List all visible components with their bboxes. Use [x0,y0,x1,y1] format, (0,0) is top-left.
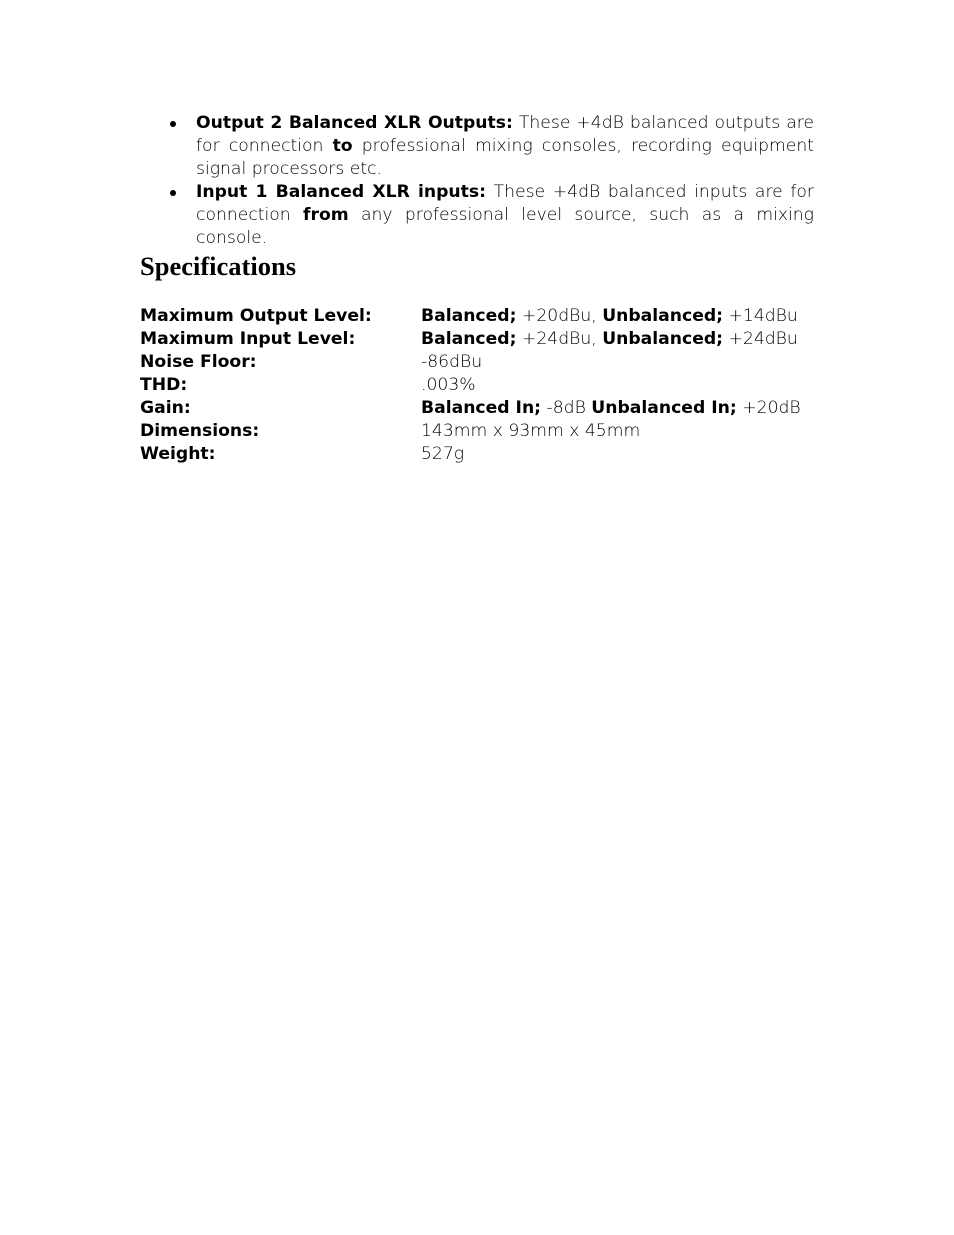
spec-label: Maximum Output Level: [140,306,372,326]
bullet-input-1 [140,181,814,250]
spec-label: Maximum Input Level: [140,329,356,349]
specifications-table [140,305,820,466]
spec-value-text: +24dBu, [516,329,603,349]
spec-label: Noise Floor: [140,352,257,372]
spec-value-bold: Unbalanced; [602,306,724,326]
spec-row-weight [140,443,820,466]
spec-value-bold: Unbalanced In; [591,398,737,418]
bullet-emphasis: from [303,205,349,225]
spec-value-text: -8dB [541,398,592,418]
spec-value [421,305,798,328]
spec-value-text: +24dBu [723,329,798,349]
spec-value-bold: Balanced; [421,329,517,349]
spec-row-max-output [140,305,820,328]
spec-label: THD: [140,375,188,395]
spec-label: Weight: [140,444,216,464]
bullet-emphasis: to [332,136,353,156]
spec-label: Gain: [140,398,191,418]
spec-value-text: +20dBu, [516,306,603,326]
spec-value-bold: Balanced; [421,306,517,326]
spec-value: -86dBu [421,352,483,372]
spec-label: Dimensions: [140,421,260,441]
bullet-title: Input 1 Balanced XLR inputs: [196,182,486,202]
specifications-heading: Specifications [140,251,297,281]
spec-value-text: +20dB [736,398,801,418]
bullet-output-2 [140,112,814,181]
spec-row-dimensions [140,420,820,443]
bullet-dot-icon [170,190,176,196]
bullet-text: any professional level source, such as a mixing console. [196,205,814,248]
spec-value: 527g [421,444,465,464]
spec-value [421,397,801,420]
spec-row-thd [140,374,820,397]
spec-value-bold: Unbalanced; [602,329,724,349]
spec-row-noise-floor [140,351,820,374]
spec-value-text: +14dBu [723,306,798,326]
spec-row-gain [140,397,820,420]
bullet-text: professional mixing consoles, recording equipment signal processors etc. [196,136,815,179]
bullet-text: These +4dB balanced outputs are for connection [196,113,814,156]
bullet-text: These +4dB balanced inputs are for connection [196,182,814,225]
spec-row-max-input [140,328,820,351]
bullet-title: Output 2 Balanced XLR Outputs: [196,113,513,133]
spec-value [421,328,798,351]
bullet-dot-icon [170,121,176,127]
connection-bullet-list [140,112,814,250]
spec-value: .003% [421,375,476,395]
spec-value-bold: Balanced In; [421,398,542,418]
spec-value: 143mm x 93mm x 45mm [421,421,641,441]
